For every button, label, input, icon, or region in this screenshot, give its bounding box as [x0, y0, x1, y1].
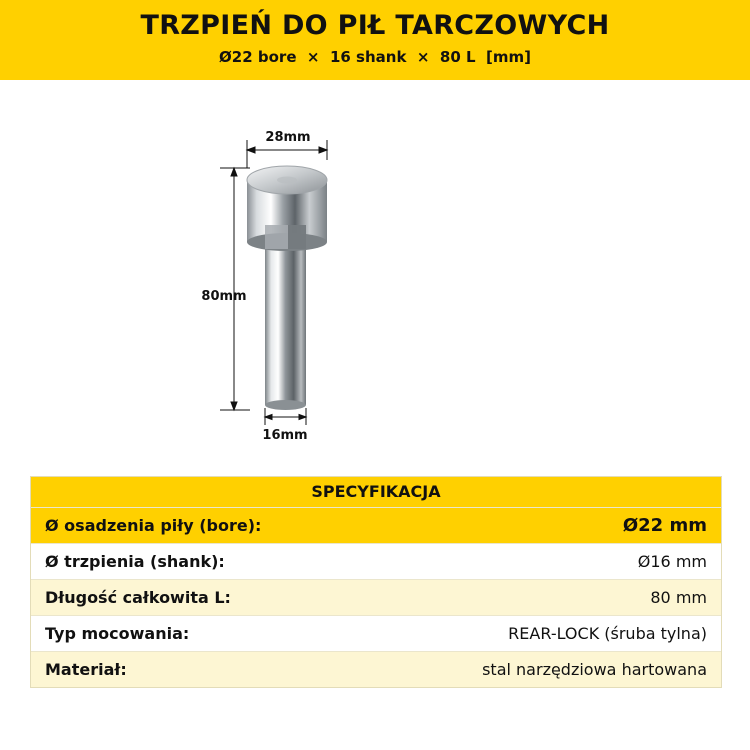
- spec-label: Materiał:: [45, 660, 127, 679]
- spec-row-length: [31, 579, 721, 615]
- dimension-label-top: 28mm: [265, 130, 311, 145]
- spec-row-bore: [31, 507, 721, 543]
- spec-table-heading: SPECYFIKACJA: [31, 477, 721, 507]
- arbor-drawing: [0, 80, 750, 475]
- spec-label: Typ mocowania:: [45, 624, 190, 643]
- spec-row-shank: [31, 543, 721, 579]
- spec-row-mount: [31, 615, 721, 651]
- spec-label: Długość całkowita L:: [45, 588, 231, 607]
- spec-value: stal narzędziowa hartowana: [482, 660, 707, 679]
- page-subtitle: Ø22 bore × 16 shank × 80 L [mm]: [219, 48, 531, 66]
- page-title: TRZPIEŃ DO PIŁ TARCZOWYCH: [140, 10, 610, 41]
- spec-row-material: [31, 651, 721, 687]
- spec-label: Ø osadzenia piły (bore):: [45, 516, 262, 535]
- spec-value: 80 mm: [650, 588, 707, 607]
- header-banner: [0, 0, 750, 80]
- spec-value: Ø16 mm: [637, 552, 707, 571]
- spec-value: Ø22 mm: [622, 515, 707, 536]
- dimension-label-length: 80mm: [201, 289, 247, 304]
- dimension-label-shank: 16mm: [262, 428, 308, 443]
- arbor-shank: [265, 245, 306, 410]
- spec-value: REAR-LOCK (śruba tylna): [508, 624, 707, 643]
- spec-table: [30, 476, 722, 688]
- arbor-head: [247, 166, 327, 251]
- spec-label: Ø trzpienia (shank):: [45, 552, 225, 571]
